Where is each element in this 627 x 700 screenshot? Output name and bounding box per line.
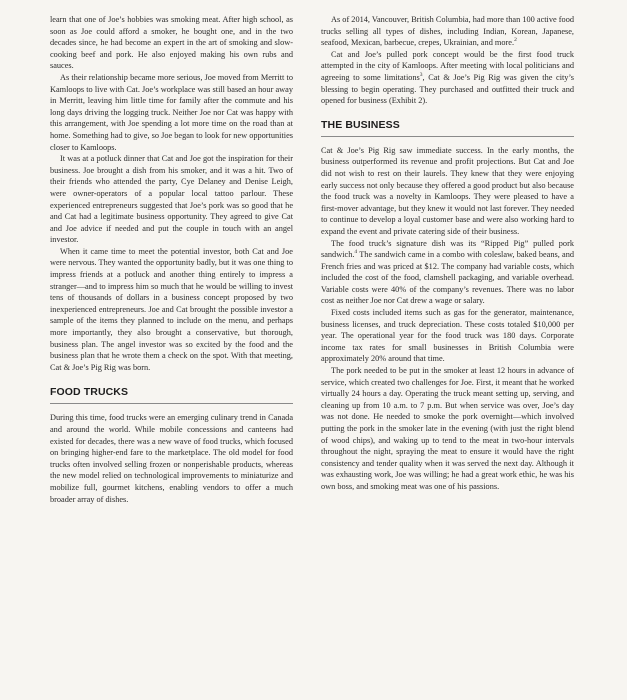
paragraph-text: Cat and Joe’s pulled pork concept would be the first food truck attempted in the city of Kamloops. After meeting with local politicians and agreeing to some limitations <box>321 49 574 82</box>
paragraph: As their relationship became more serious, Joe moved from Merritt to Kamloops to live with Cat. Joe’s workplace was still based an hour away in Merritt, leaving him little time for family after the commute and his long days driving the logging truck. Neither Joe nor Cat was happy with this arrangement, with Joe spending a lot more time on the road than at home. Something had to give, so Joe began to look for new opportunities closer to Kamloops. <box>50 72 293 152</box>
paragraph <box>321 238 574 308</box>
paragraph-text: As of 2014, Vancouver, British Columbia, had more than 100 active food trucks selling all types of dishes, including Indian, Korean, Japanese, seafood, Mexican, barbecue, crepes, Ukrainian, and more. <box>321 15 574 48</box>
food-trucks-heading: FOOD TRUCKS <box>50 386 129 399</box>
paragraph: When it came time to meet the potential investor, both Cat and Joe were nervous. They wanted the opportunity badly, but it was one thing to impress friends at a potluck and another thing entirely to impress a stranger—and to impress him so much that he would be willing to invest tens of thousands of dollars in a business concept proposed by two inexperienced entrepreneurs. Joe and Cat brought the possible investor a sample of the items they planned to include on the menu, and perhaps more importantly, they also brought a conservative, but thorough, business plan. The angel investor was so excited by the food and the business plan that he wrote them a check on the spot. With that meeting, Cat & Joe’s Pig Rig was born. <box>50 246 293 372</box>
paragraph: During this time, food trucks were an emerging culinary trend in Canada and around the world. While mobile concessions and canteens had existed for decades, there was a new wave of food trucks, which focused on bringing higher-end fare to the marketplace. The old model for food trucks often involved selling frozen or nonperishable products, whereas the new model relied on technological improvements to miniaturize and mobilize full, gourmet kitchens, enabling vendors to offer a much broader array of dishes. <box>50 413 293 504</box>
paragraph-text: The sandwich came in a combo with coleslaw, baked beans, and French fries and was priced at $12. The company had variable costs, which included the cost of the food, clamshell packaging, and variable overhead. Variable costs were 40% of the company’s revenues. There was no labor cost as neither Joe nor Cat drew a wage or salary. <box>321 250 574 306</box>
paragraph: It was at a potluck dinner that Cat and Joe got the inspiration for their business. Joe brought a dish from his smoker, and it was a hit. Two of their friends who attended the party, Cye Delaney and Denise Leigh, were owner-operators of a popular local tattoo parlour. These experienced entrepreneurs suggested that Joe’s pork was so good that he and Cat had a legitimate business opportunity. They agreed to give Cat and Joe advice if needed and put the couple in touch with an angel investor. <box>50 154 293 245</box>
business-heading: THE BUSINESS <box>321 118 400 131</box>
right-column <box>321 14 574 493</box>
paragraph: learn that one of Joe’s hobbies was smoking meat. After high school, as soon as Joe could afford a smoker, he bought one, and in the two decades since, he had become an expert in the art of smoking and slow-cooking beef and pork. He also enjoyed making his own rubs and sauces. <box>50 15 293 71</box>
section-divider <box>50 403 293 404</box>
paragraph-text: The food truck’s signature dish was its “Ripped Pig” pulled pork sandwich. <box>321 238 574 260</box>
paragraph: Fixed costs included items such as gas for the generator, maintenance, business licenses, and truck depreciation. These costs totaled $10,000 per year. The operational year for the food truck was 180 days. Corporate income tax rates for small businesses in British Columbia were approximately 20% around that time. <box>321 308 574 364</box>
paragraph-text: , Cat & Joe’s Pig Rig was given the city’s blessing to begin operating. They purchased and outfitted their truck and opened for business (Exhibit 2). <box>321 72 574 106</box>
section-divider <box>321 136 574 137</box>
paragraph: The pork needed to be put in the smoker at least 12 hours in advance of service, which created two challenges for Joe. First, it meant that he worked virtually 24 hours a day. Operating the truck meant setting up, serving, and cleaning up from 10 a.m. to 7 p.m. But when service was over, Joe’s day was not done. He needed to smoke the pork overnight—which involved putting the pork in the smoker late in the evening (with just the right blend of wood chips), and waking up to tend to the meat in two-hour intervals throughout the night, spraying the meat to ensure it would have the right consistency and tender quality when it was served the next day. Although it was exhausting work, Joe was willing; he had a great work ethic, he was his own boss, and smoking meat was one of his passions. <box>321 366 574 491</box>
footnote-marker: 2 <box>514 37 517 44</box>
paragraph <box>321 14 574 49</box>
left-column <box>50 14 293 505</box>
footnote-marker: 3 <box>419 72 423 79</box>
footnote-marker: 4 <box>354 249 358 256</box>
paragraph <box>321 49 574 107</box>
paragraph: Cat & Joe’s Pig Rig saw immediate success. In the early months, the business outperformed its revenue and profit projections. But Cat and Joe did not wish to rest on their laurels. They knew that they were enjoying early success not only because they offered a good product but also because the food truck was a novelty in Kamloops. They were pleased to have a first-mover advantage, but they knew it would not last forever. They needed to continue to develop a loyal customer base and were also working hard to expand the event and private catering side of their business. <box>321 145 574 236</box>
